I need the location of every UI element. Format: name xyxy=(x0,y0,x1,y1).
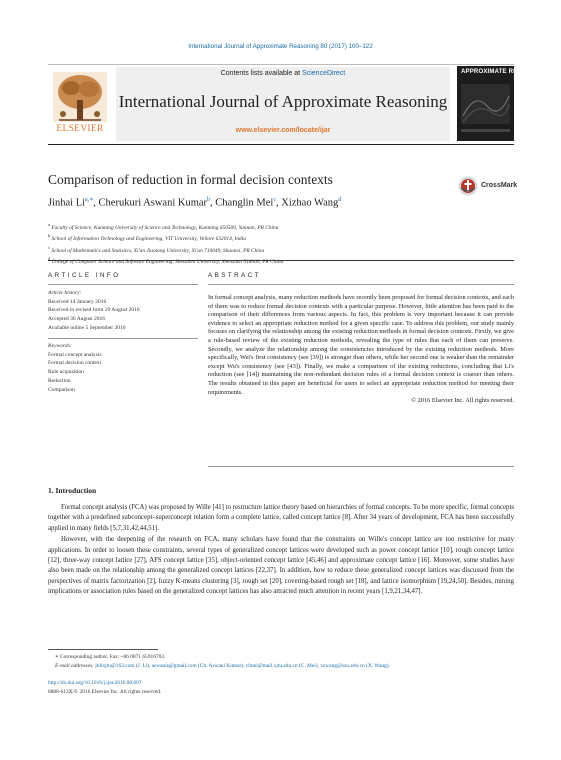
abstract-rule xyxy=(208,284,514,285)
keywords-rule xyxy=(48,338,198,339)
author-mark: c xyxy=(273,197,276,203)
contents-prefix: Contents lists available at xyxy=(220,70,303,77)
abstract-copyright: © 2016 Elsevier Inc. All rights reserved. xyxy=(411,397,514,405)
introduction-body xyxy=(48,503,514,599)
keyword: Formal concept analysis xyxy=(48,351,102,358)
affiliation: $^a$ Faculty of Science, Kunming University of Science and Technology, Kunming 650500, Yunnan, PR China xyxy=(48,222,279,231)
abstract-bottom-rule xyxy=(208,466,514,467)
email-addresses xyxy=(55,662,514,671)
article-info-heading: ARTICLE INFO xyxy=(48,272,121,279)
affiliation: $^c$ School of Mathematics and Statistics, Xi'an Jiaotong University, Xi'an 710049, Shaanxi, PR China xyxy=(48,244,265,254)
masthead-bottom-rule xyxy=(48,144,514,145)
contents-available-line xyxy=(116,70,450,77)
section-heading-introduction: 1. Introduction xyxy=(48,486,97,495)
affiliation: $^d$ College of Computer Science and Software Engineering, Shenzhen University, Shenzhen 518060, PR China xyxy=(48,255,284,265)
crossmark-label[interactable]: CrossMark xyxy=(481,182,518,189)
keyword: Rule acquisition xyxy=(48,369,84,376)
email-label: E-mail addresses: xyxy=(55,662,94,669)
author-list: Jinhai $Li^{a,∗}$, Cherukuri Aswani Kumar$^b$, Changlin Mei$^c$, Xizhao Wang$^d$ xyxy=(48,197,342,209)
footnote-rule xyxy=(48,649,158,650)
issn-line: 0888-613X/© 2016 Elsevier Inc. All rights reserved. xyxy=(48,688,162,695)
history-item: Received 14 January 2016 xyxy=(48,298,107,305)
article-title: Comparison of reduction in formal decision contexts xyxy=(48,172,333,187)
keyword: Comparison xyxy=(48,386,75,393)
author-name[interactable]: Changlin Mei xyxy=(215,197,274,209)
author-mark: a,∗ xyxy=(85,197,94,203)
keyword: Formal decision context xyxy=(48,360,102,367)
affiliation-rule xyxy=(48,260,514,261)
affiliation: $^b$ School of Information Technology and Engineering, VIT University, Vellore 632014, India xyxy=(48,233,246,243)
running-head[interactable]: International Journal of Approximate Reasoning 80 (2017) 100–122 xyxy=(188,43,373,50)
keyword-list xyxy=(48,342,198,394)
email-list[interactable]: jhlixjtu@163.com (J. Li), aswanis@gmail.com (Ch. Aswani Kumar), clmei@mail.xjtu.edu.cn (C. Mei), xzwang@szu.edu.cn (X. Wang). xyxy=(95,662,390,669)
article-history xyxy=(48,289,198,333)
author-name[interactable]: Jinhai Li xyxy=(48,197,86,209)
author-mark: b xyxy=(207,197,211,203)
history-label: Article history: xyxy=(48,290,82,296)
masthead-top-rule xyxy=(48,64,514,65)
keywords-label: Keywords: xyxy=(48,343,72,349)
article-info-rule xyxy=(48,284,198,285)
corresponding-mark: ∗ xyxy=(55,654,59,660)
author-name[interactable]: Cherukuri Aswani Kumar xyxy=(98,197,208,209)
publisher-name: ELSEVIER xyxy=(56,124,104,134)
body-paragraph: However, with the deepening of the research on FCA, many scholars have found that the constraints on Wille's concept lattice are too restrictive for many applications. In order to loosen these constraints, several types of generalized concept lattices were developed such as power concept lattice [10], rough concept lattice [12], three-way concept lattice [27], AFS concept lattice [35], object-oriented concept lattice [45,46] and approximate concept lattice [16]. Moreover, some studies have also been made on the relationship among the generalized concept lattices [22,37]. In addition, how to reduce these generalized concept lattices was discussed from the perspectives of matrix factorization [2], fuzzy K-means clustering [3], rough set [20], covering-based rough set [18], and lattice isomorphism [19,24,50]. Besides, mining implications or association rules based on the generalized concept lattices has also attracted much attention in recent years [1,9,21,34,47]. xyxy=(48,536,514,596)
cover-art xyxy=(457,66,514,141)
journal-url-link[interactable]: www.elsevier.com/locate/ijar xyxy=(235,127,331,134)
corresponding-author-note: ∗ Corresponding author. Fax: +86 0871 65916703. xyxy=(55,654,166,660)
author-name[interactable]: Xizhao Wang xyxy=(281,197,339,209)
journal-name: International Journal of Approximate Reasoning xyxy=(118,92,448,111)
history-item: Received in revised form 29 August 2016 xyxy=(48,307,140,314)
abstract-text: In formal concept analysis, many reduction methods have recently been proposed for formal decision contexts, and each of them was to reduce formal decision contexts with a particular purpose. However, little attention has been paid to the comparison of their differences from various aspects. In fact, this problem is very important because it can provide evidence to select an appropriate reduction method for a given specific case. To address this problem, our study mainly focuses on clarifying the relationship among the existing reduction methods in formal decision contexts. Firstly, we give a rule-based review of the existing reduction methods, revealing the type of rules that each of them can preserve. Secondly, we analyze the relationship among the consistencies introduced by the existing reduction methods. More specifically, Wei's first consistency (see [39]) is stronger than others, while her second one is weaker than the remainder except Wu's consistency (see [43]). Finally, we make a comparison of the existing reductions, concluding that Li's reduction (see [14]) maintaining the non-redundant decision rules of a formal decision context is coarser than others. The results obtained in this paper are beneficial for users to select an appropriate reduction method for meeting their requirements. xyxy=(208,294,514,396)
abstract-heading: ABSTRACT xyxy=(208,272,262,279)
crossmark-icon[interactable] xyxy=(458,176,478,196)
body-paragraph: Formal concept analysis (FCA) was proposed by Wille [41] to restructure lattice theory based on hierarchies of formal concepts. To be more specific, formal concepts together with a predefined subconcept–superconcept relation form a complete lattice, called concept lattice [8]. After 34 years of development, FCA has been successfully applied in many fields [5,7,31,42,44,51]. xyxy=(48,504,514,532)
doi-block xyxy=(48,679,161,696)
cover-title: APPROXIMATE REASONING xyxy=(461,69,547,75)
journal-cover-thumbnail xyxy=(457,66,514,141)
doi-link[interactable]: http://dx.doi.org/10.1016/j.ijar.2016.08.007 xyxy=(48,680,142,686)
history-item: Available online 5 September 2016 xyxy=(48,324,126,331)
abstract-body xyxy=(208,294,514,406)
sciencedirect-link[interactable]: ScienceDirect xyxy=(302,70,346,77)
footnotes xyxy=(55,653,514,670)
keyword: Reduction xyxy=(48,377,71,384)
history-item: Accepted 30 August 2016 xyxy=(48,316,105,323)
author-mark: d xyxy=(338,197,342,203)
